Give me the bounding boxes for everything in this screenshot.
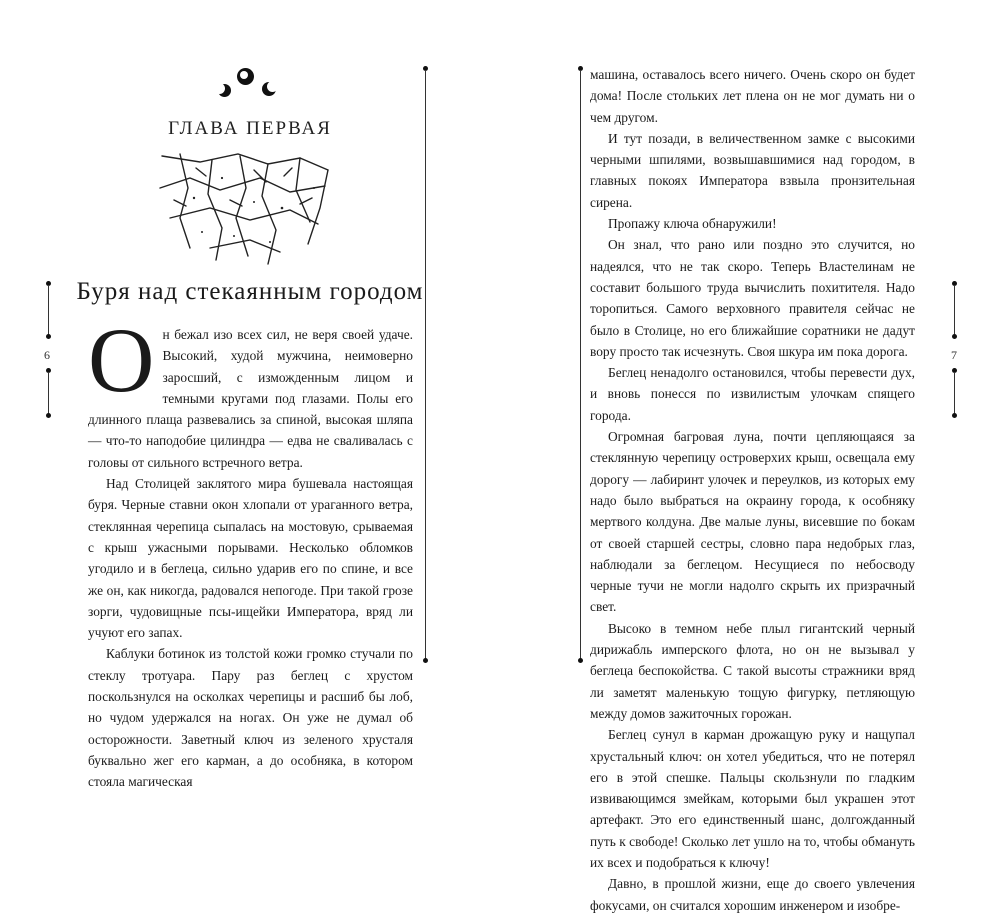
paragraph: Давно, в прошлой жизни, еще до своего увлечения фокусами, он считался хорошим инженером и изобре- — [590, 876, 915, 913]
crescent-moon-icon — [218, 84, 231, 97]
paragraph: Огромная багровая луна, почти цепляющаяся за стеклянную черепицу островерхих крыш, освещала ему дорогу — лабиринт улочек и переулков, из которых ему надо было выбраться на окраину города, к особняку мертвого колдуна. Две малые луны, висевшие по бокам от своей старшей сестры, словно пара недобрых глаз, наблюдали за беглецом. Несущиеся по небосводу черные тучи не могли надолго скрыть их призрачный свет. — [590, 429, 915, 615]
margin-rule — [954, 285, 955, 335]
full-moon-icon — [237, 68, 254, 85]
paragraph: Он знал, что рано или поздно это случится, но надеялся, что не так скоро. Теперь Властелинам не составит большого труда вычислить похитителя. Надо торопиться. Самого верховного правителя сейчас не было в Столице, но его ближайшие соратники не дадут вору просто так исчезнуть. Своя шкура им пока дорога. — [590, 237, 915, 359]
rule-dot — [952, 334, 957, 339]
paragraph: машина, оставалось всего ничего. Очень скоро он будет дома! После стольких лет плена он не мог думать ни о чем другом. — [590, 67, 915, 125]
margin-rule — [425, 70, 426, 660]
paragraph: Пропажу ключа обнаружили! — [608, 216, 777, 232]
left-page — [0, 0, 500, 790]
crescent-moon-icon — [262, 82, 276, 96]
page-number: 7 — [951, 348, 957, 362]
page-number: 6 — [44, 348, 50, 362]
rule-dot — [46, 413, 51, 418]
paragraph: Каблуки ботинок из толстой кожи громко стучали по стеклу тротуара. Пару раз беглец с хрустом поскользнулся на осколках черепицы и расшиб бы лоб, но чудом удержался на ногах. Он уже не думал об осторожности. Заветный ключ из зеленого хрусталя буквально жег его карман, а до особняка, в котором стояла магическая — [88, 646, 413, 790]
shattered-glass-illustration — [150, 148, 350, 268]
paragraph: Над Столицей заклятого мира бушевала настоящая буря. Черные ставни окон хлопали от ураганного ветра, стеклянная черепица сыпалась на мостовую, срываемая с крыш ужасными порывами. Несколько обломков угодило и в беглеца, сильно ударив его по спине, и все же он, как никогда, радовался непогоде. При такой грозе зорги, чудовищные псы-ищейки Императора, вряд ли учуют его запах. — [88, 476, 413, 641]
dropcap-letter: О — [88, 309, 155, 411]
rule-dot — [578, 658, 583, 663]
right-page — [500, 0, 1000, 913]
right-body-text — [590, 64, 915, 916]
paragraph: Высоко в темном небе плыл гигантский черный дирижабль имперского флота, но он не вызывал у беглеца беспокойства. С такой высоты стражники вряд ли заметят маленькую тощую фигурку, петляющую между домов зажиточных горожан. — [590, 620, 915, 721]
left-body-text — [88, 309, 413, 793]
rule-dot — [952, 413, 957, 418]
paragraph: Беглец ненадолго остановился, чтобы перевести дух, и вновь понесся по извилистым улочкам спящего города. — [590, 365, 915, 423]
paragraph: Беглец сунул в карман дрожащую руку и нащупал хрустальный ключ: он хотел убедиться, что не потерял его в этой спешке. Пальцы скользнули по гладким извивающимся змейкам, которыми был украшен этот артефакт. Это его единственный шанс, долгожданный путь к свободе! Сколько лет ушло на то, чтобы обмануть их всех и подобраться к ключу! — [590, 727, 915, 870]
margin-rule — [580, 70, 581, 660]
chapter-label: ГЛАВА ПЕРВАЯ — [168, 118, 332, 139]
paragraph: И тут позади, в величественном замке с высокими черными шпилями, возвышавшимися над городом, в главных покоях Императора взвыла пронзительная сирена. — [590, 130, 915, 210]
margin-rule — [954, 372, 955, 414]
margin-rule — [48, 285, 49, 335]
moons-ornament — [210, 62, 290, 108]
margin-rule — [48, 372, 49, 414]
rule-dot — [423, 658, 428, 663]
rule-dot — [46, 334, 51, 339]
first-paragraph: Он бежал изо всех сил, не веря своей удаче. Высокий, худой мужчина, неимоверно заросший, с изможденным лицом и темными кругами под глазами. Полы его длинного плаща развевались за спиной, высокая шляпа — что-то наподобие цилиндра — едва не сваливалась с головы от сильного встречного ветра. — [88, 309, 413, 470]
chapter-title: Буря над стекаянным городом — [76, 278, 424, 305]
